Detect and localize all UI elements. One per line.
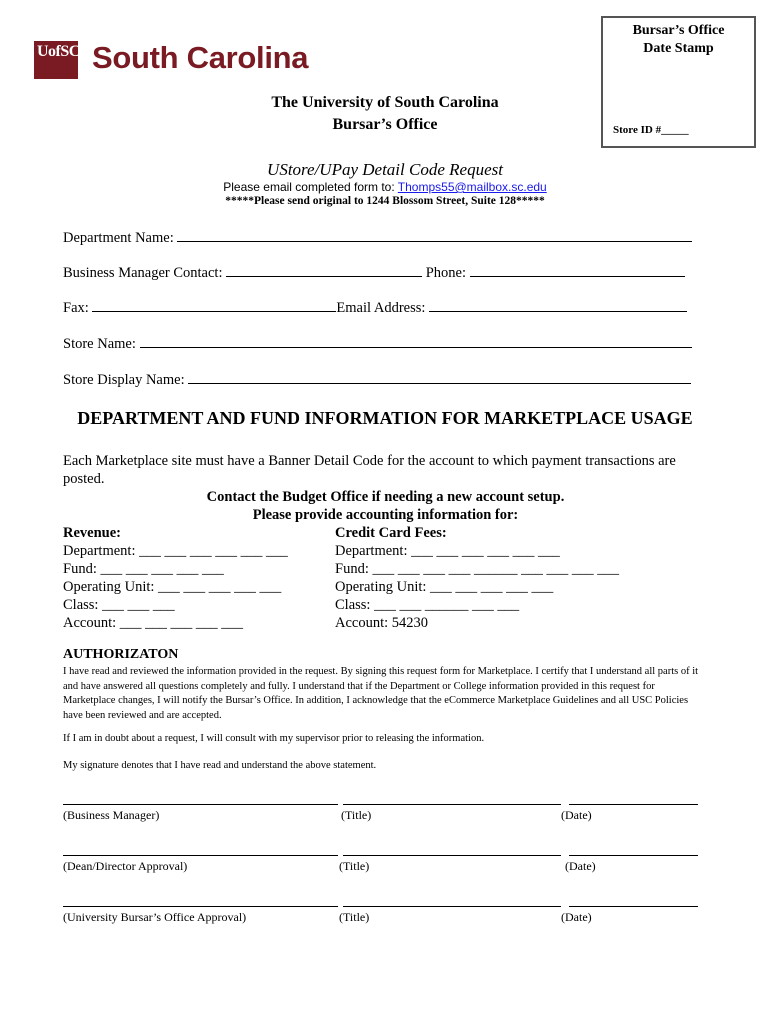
credit-card-department[interactable]: Department: ___ ___ ___ ___ ___ ___ [335,543,560,559]
signature-line[interactable] [63,906,338,907]
email-address-label: Email Address: [336,300,426,316]
form-title: UStore/UPay Detail Code Request [267,160,503,179]
email-instruction [100,180,670,194]
store-name-row [63,335,692,353]
department-name-input[interactable] [177,229,692,242]
revenue-fund[interactable]: Fund: ___ ___ ___ ___ ___ [63,561,224,577]
stamp-title: Bursar’s Office Date Stamp [632,23,725,56]
store-name-input[interactable] [140,335,692,348]
title-line[interactable] [343,906,561,907]
credit-card-operating-unit[interactable]: Operating Unit: ___ ___ ___ ___ ___ [335,579,554,595]
department-name-row [63,229,692,247]
signature-title-label: (Title) [341,808,372,822]
credit-card-heading: Credit Card Fees: [335,525,447,541]
authorization-heading: AUTHORIZATON [63,647,179,662]
signature-line[interactable] [63,855,338,856]
revenue-column [63,524,333,632]
business-manager-label: Business Manager Contact: [63,265,223,281]
send-original-note: *****Please send original to 1244 Blossom Street, Suite 128***** [225,195,545,207]
business-manager-input[interactable] [226,264,422,277]
usc-logo-mark: UofSC [34,41,78,79]
university-name: The University of South Carolina [271,94,499,111]
signature-line[interactable] [63,804,338,805]
budget-office-note: Contact the Budget Office if needing a new account setup. [206,489,565,505]
signature-date-label: (Date) [561,808,592,822]
logo-text: South Carolina [92,40,309,75]
credit-card-column [335,524,705,632]
date-line[interactable] [569,855,698,856]
date-stamp-box [601,16,756,148]
date-line[interactable] [569,906,698,907]
authorization-para-2: If I am in doubt about a request, I will consult with my supervisor prior to releasing the information. [63,733,485,744]
fax-input[interactable] [92,299,336,312]
revenue-heading: Revenue: [63,525,121,541]
fax-label: Fax: [63,300,89,316]
signature-date-label: (Date) [561,910,592,924]
revenue-class[interactable]: Class: ___ ___ ___ [63,597,175,613]
store-display-name-label: Store Display Name: [63,372,185,388]
title-line[interactable] [343,855,561,856]
email-address-input[interactable] [429,299,687,312]
office-name: Bursar’s Office [332,116,438,133]
credit-card-fund[interactable]: Fund: ___ ___ ___ ___ ______ ___ ___ ___ ___ [335,561,619,577]
revenue-account[interactable]: Account: ___ ___ ___ ___ ___ [63,615,244,631]
signature-title-label: (Title) [339,910,370,924]
revenue-department[interactable]: Department: ___ ___ ___ ___ ___ ___ [63,543,288,559]
title-line[interactable] [343,804,561,805]
department-name-label: Department Name: [63,230,174,246]
email-link[interactable]: Thomps55@mailbox.sc.edu [397,180,547,194]
email-prefix: Please email completed form to: [223,180,398,194]
store-id: Store ID #_____ [613,124,689,136]
credit-card-account: Account: 54230 [335,615,429,631]
section-intro: Each Marketplace site must have a Banner Detail Code for the account to which payment transactions are posted. [63,453,676,487]
signature-title-label: (Title) [339,859,370,873]
phone-input[interactable] [470,264,685,277]
signature-role: (Dean/Director Approval) [63,859,188,873]
authorization-para-3: My signature denotes that I have read and understand the above statement. [63,760,377,771]
store-display-name-row [63,371,691,389]
signature-role: (University Bursar’s Office Approval) [63,910,247,924]
signature-role: (Business Manager) [63,808,160,822]
date-line[interactable] [569,804,698,805]
provide-info-note: Please provide accounting information for: [252,507,519,523]
revenue-operating-unit[interactable]: Operating Unit: ___ ___ ___ ___ ___ [63,579,282,595]
store-display-name-input[interactable] [188,371,691,384]
fax-row [63,299,687,317]
business-manager-row [63,264,685,282]
store-name-label: Store Name: [63,336,136,352]
credit-card-class[interactable]: Class: ___ ___ ______ ___ ___ [335,597,520,613]
section-title: DEPARTMENT AND FUND INFORMATION FOR MARKETPLACE USAGE [77,408,693,428]
authorization-para-1: I have read and reviewed the information provided in the request. By signing this request form for Marketplace. I certify that I understand all parts of it and have answered all questions completely and fully. I understand that if the Department or College information provided in this request for Marketplace changes, I will notify the Bursar’s Office. In addition, I acknowledge that the eCommerce Marketplace Guidelines and all USC Policies have been reviewed and are accepted. [63,666,699,721]
signature-date-label: (Date) [565,859,596,873]
phone-label: Phone: [425,265,467,281]
